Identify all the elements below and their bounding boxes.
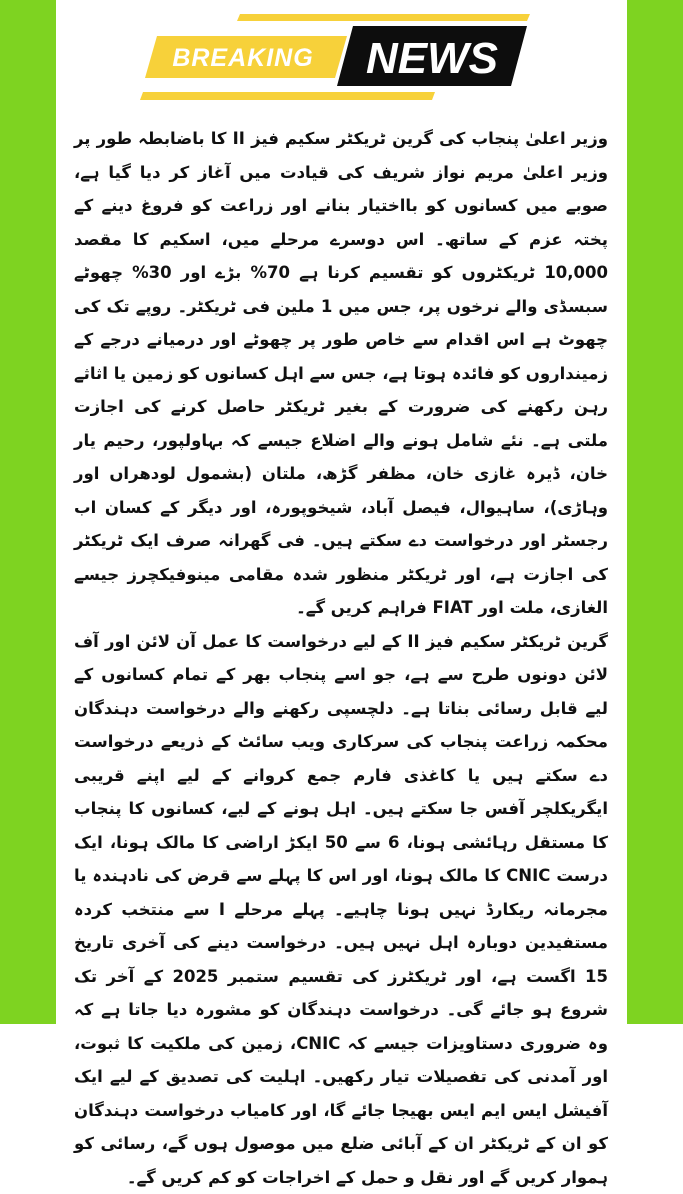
article-body <box>74 122 608 1194</box>
banner-bottom-accent <box>140 92 435 100</box>
article-paragraph-2: گرین ٹریکٹر سکیم فیز II کے لیے درخواست کا عمل آن لائن اور آف لائن دونوں طرح سے ہے، جو اسے پنجاب بھر کے تمام کسانوں کے لیے قابل رسائی بناتا ہے۔ دلچسپی رکھنے والے درخواست دہندگان محکمہ زراعت پنجاب کی سرکاری ویب سائٹ کے ذریعے درخواست دے سکتے ہیں یا کاغذی فارم جمع کروانے کے لیے اپنے قریبی ایگریکلچر آفس جا سکتے ہیں۔ اہل ہونے کے لیے، کسانوں کا پنجاب کا مستقل رہائشی ہونا، 6 سے 50 ایکڑ اراضی کا مالک ہونا، ایک درست CNIC کا مالک ہونا، اور اس کا پہلے سے قرض کی نادہندہ یا مجرمانہ ریکارڈ نہیں ہونا چاہیے۔ پہلے مرحلے I سے منتخب کردہ مستفیدین دوبارہ اہل نہیں ہیں۔ درخواست دینے کی آخری تاریخ 15 اگست ہے، اور ٹریکٹرز کی تقسیم ستمبر 2025 کے آخر تک شروع ہو جائے گی۔ درخواست دہندگان کو مشورہ دیا جاتا ہے کہ وہ ضروری دستاویزات جیسے کہ CNIC، زمین کی ملکیت کا ثبوت، اور آمدنی کی تفصیلات تیار رکھیں۔ اہلیت کی تصدیق کے لیے ایک آفیشل ایس ایم ایس بھیجا جائے گا، اور کامیاب درخواست دہندگان کو ان کے ٹریکٹر ان کے آبائی ضلع میں موصول ہوں گے، رسائی کو ہموار کریں گے اور نقل و حمل کے اخراجات کو کم کریں گے۔ <box>74 625 608 1194</box>
breaking-news-banner <box>135 12 535 102</box>
news-label: NEWS <box>366 34 498 83</box>
left-green-border <box>0 0 56 1024</box>
breaking-label: BREAKING <box>172 44 313 72</box>
article-paragraph-1: وزیر اعلیٰ پنجاب کی گرین ٹریکٹر سکیم فیز II کا باضابطہ طور پر وزیر اعلیٰ مریم نواز شریف کی قیادت میں آغاز کر دیا گیا ہے، صوبے میں کسانوں کو بااختیار بنانے اور زراعت کو فروغ دینے کے پختہ عزم کے ساتھ۔ اس دوسرے مرحلے میں، اسکیم کا مقصد 10,000 ٹریکٹروں کو تقسیم کرنا ہے 70% بڑے اور 30% چھوٹے سبسڈی والے نرخوں پر، جس میں 1 ملین فی ٹریکٹر۔ روپے تک کی چھوٹ ہے اس اقدام سے خاص طور پر چھوٹے اور درمیانے درجے کے زمینداروں کو فائدہ ہوتا ہے، جس سے اہل کسانوں کو زمین یا اثاثے رہن رکھنے کی ضرورت کے بغیر ٹریکٹر حاصل کرنے کی اجازت ملتی ہے۔ نئے شامل ہونے والے اضلاع جیسے کہ بہاولپور، رحیم یار خان، ڈیرہ غازی خان، مظفر گڑھ، ملتان (بشمول لودھراں اور وہاڑی)، ساہیوال، فیصل آباد، شیخوپورہ، اور دیگر کے کسان اب رجسٹر اور درخواست دے سکتے ہیں۔ فی گھرانہ صرف ایک ٹریکٹر کی اجازت ہے، اور ٹریکٹر منظور شدہ مقامی مینوفیکچرز جیسے الغازی، ملت اور FIAT فراہم کریں گے۔ <box>74 122 608 625</box>
right-green-border <box>627 0 683 1024</box>
banner-top-accent <box>237 14 530 21</box>
